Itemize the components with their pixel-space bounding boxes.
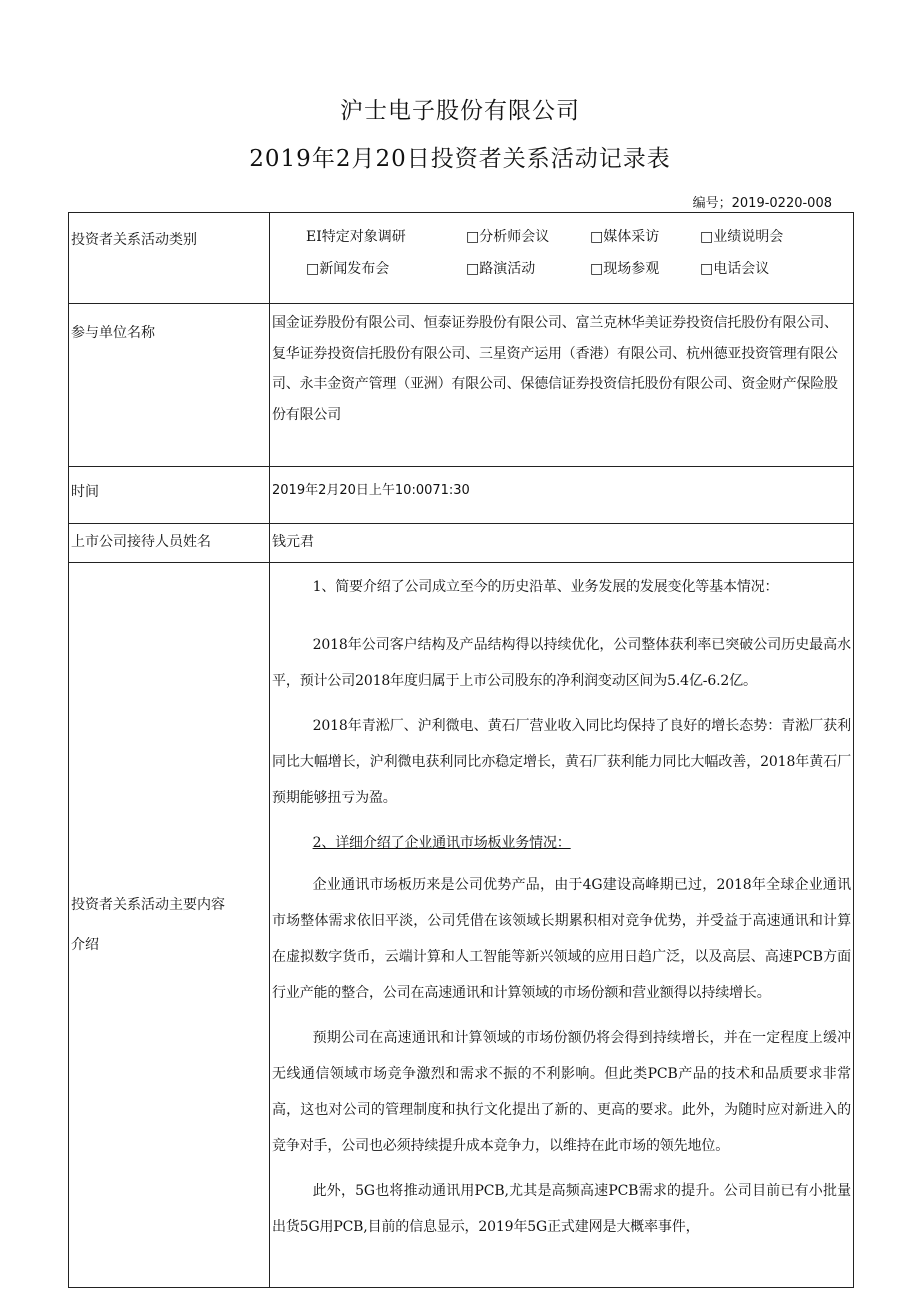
participants-label: 参与单位名称 <box>69 304 270 467</box>
company-name: 沪士电子股份有限公司 <box>340 98 580 124</box>
row-activity-type <box>69 213 854 304</box>
option-analyst-meeting[interactable]: □分析师会议 <box>466 229 550 245</box>
content-paragraph: 2018年青淞厂、沪利微电、黄石厂营业收入同比均保持了良好的增长态势：青淞厂获利同比大幅增长，沪利微电获利同比亦稳定增长，黄石厂获利能力同比大幅改善，2018年黄石厂预期能够扭亏为盈。 <box>272 718 851 806</box>
option-media-interview[interactable]: □媒体采访 <box>590 229 660 245</box>
document-title: 2019年2月20日投资者关系活动记录表 <box>249 146 671 172</box>
content-body <box>270 563 854 1288</box>
reception-label: 上市公司接待人员姓名 <box>69 524 270 563</box>
row-participants <box>69 304 854 467</box>
option-earnings-presentation[interactable]: □业绩说明会 <box>700 229 784 245</box>
document-number: 编号；2019-0220-008 <box>692 196 832 211</box>
content-label-line1: 投资者关系活动主要内容 <box>71 897 225 913</box>
content-paragraph: 预期公司在高速通讯和计算领域的市场份额仍将会得到持续增长，并在一定程度上缓冲无线通信领域市场竞争激烈和需求不振的不利影响。但此类PCB产品的技术和品质要求非常高，这也对公司的管理制度和执行文化提出了新的、更高的要求。此外，为随时应对新进入的竞争对手，公司也必须持续提升成本竞争力，以维持在此市场的领先地位。 <box>272 1030 851 1154</box>
time-label: 时间 <box>69 467 270 524</box>
option-roadshow[interactable]: □路演活动 <box>466 261 536 277</box>
option-site-visit[interactable]: □现场参观 <box>590 261 660 277</box>
content-heading: 2、详细介绍了企业通讯市场板业务情况： <box>312 835 571 851</box>
content-paragraph: 企业通讯市场板历来是公司优势产品，由于4G建设高峰期已过，2018年全球企业通讯市场整体需求依旧平淡，公司凭借在该领域长期累积相对竞争优势，并受益于高速通讯和计算在虚拟数字货币，云端计算和人工智能等新兴领域的应用日趋广泛，以及高层、高速PCB方面行业产能的整合，公司在高速通讯和计算领域的市场份额和营业额得以持续增长。 <box>272 877 851 1001</box>
content-paragraph <box>272 825 851 861</box>
option-conference-call[interactable]: □电话会议 <box>700 261 770 277</box>
content-paragraph: 1、简要介绍了公司成立至今的历史沿革、业务发展的发展变化等基本情况： <box>312 579 779 595</box>
content-paragraph: 2018年公司客户结构及产品结构得以持续优化，公司整体获利率已突破公司历史最高水平，预计公司2018年度归属于上市公司股东的净利润变动区间为5.4亿-6.2亿。 <box>272 637 851 689</box>
time-value: 2019年2月20日上午10:0071:30 <box>270 467 854 524</box>
reception-value: 钱元君 <box>270 524 854 563</box>
content-label <box>69 563 270 1288</box>
content-paragraph: 此外，5G也将推动通讯用PCB,尤其是高频高速PCB需求的提升。公司目前已有小批量出货5G用PCB,目前的信息显示，2019年5G正式建网是大概率事件， <box>272 1183 851 1235</box>
content-label-line2: 介绍 <box>71 937 99 953</box>
option-press-conference[interactable]: □新闻发布会 <box>306 261 390 277</box>
row-content <box>69 563 854 1288</box>
record-table <box>68 212 854 1288</box>
option-specific-research[interactable]: EI特定对象调研 <box>306 229 406 245</box>
activity-type-label: 投资者关系活动类别 <box>69 213 270 304</box>
activity-type-options <box>270 213 854 304</box>
row-time <box>69 467 854 524</box>
row-reception <box>69 524 854 563</box>
participants-value: 国金证券股份有限公司、恒泰证券股份有限公司、富兰克林华美证券投资信托股份有限公司、复华证券投资信托股份有限公司、三星资产运用（香港）有限公司、杭州德亚投资管理有限公司、永丰金资产管理（亚洲）有限公司、保德信证券投资信托股份有限公司、资金财产保险股份有限公司 <box>270 304 854 467</box>
